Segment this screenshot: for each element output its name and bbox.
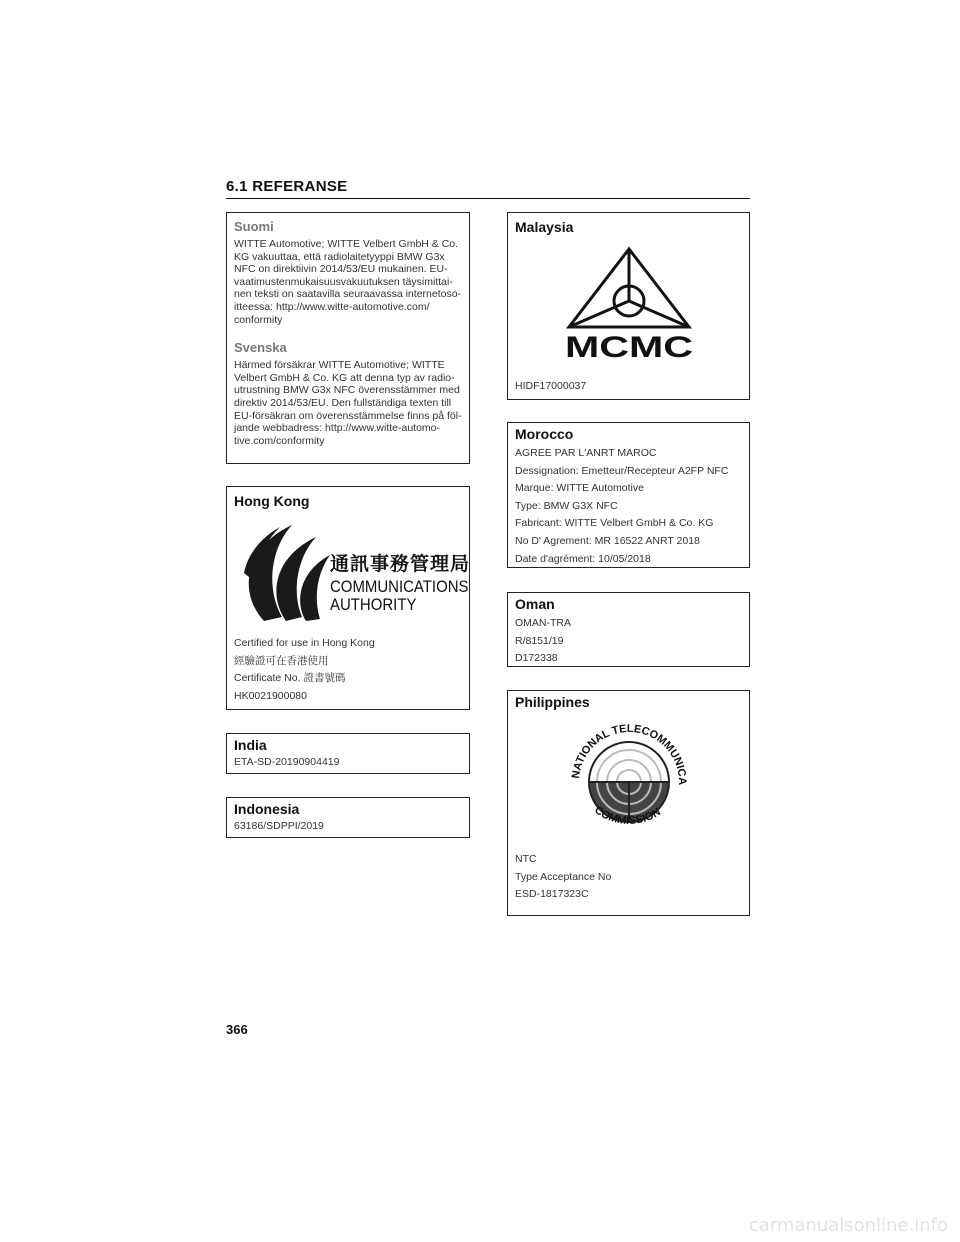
logo-english-line1: COMMUNICATIONS [330, 577, 469, 596]
svenska-line: EU-försäkran om överensstämmelse finns på föl- [234, 409, 462, 422]
suomi-line: nen teksti on saatavilla seuraavassa internetoso- [234, 288, 462, 301]
svenska-line: jande webbadress: http://www.witte-automo- [234, 422, 441, 435]
morocco-line: Date d'agrément: 10/05/2018 [515, 552, 651, 565]
ntc-seal [515, 714, 742, 849]
svenska-line: direktiv 2014/53/EU. Den fullständiga texten till [234, 396, 452, 409]
mcmc-logo-text: MCMC [564, 331, 693, 361]
mcmc-triangle-icon [559, 243, 699, 361]
heading-suomi: Suomi [234, 219, 274, 234]
heading-philippines: Philippines [515, 694, 590, 710]
morocco-line: No D' Agrement: MR 16522 ANRT 2018 [515, 534, 700, 547]
hk-line: HK0021900080 [234, 689, 307, 702]
heading-hong-kong: Hong Kong [234, 493, 310, 509]
box-hong-kong [226, 486, 470, 710]
box-malaysia [507, 212, 750, 400]
svenska-line: tive.com/conformity [234, 434, 325, 447]
malaysia-line: HIDF17000037 [515, 380, 587, 392]
box-india [226, 733, 470, 774]
header-rule [226, 198, 750, 199]
philippines-line: Type Acceptance No [515, 870, 612, 883]
oman-line: D172338 [515, 652, 558, 665]
morocco-line: Marque: WITTE Automotive [515, 482, 644, 495]
svenska-line: Velbert GmbH & Co. KG att denna typ av radio- [234, 371, 455, 384]
india-line: ETA-SD-20190904419 [234, 756, 340, 768]
suomi-line: itteessa: http://www.witte-automotive.com/ [234, 300, 430, 313]
ntc-seal-icon [559, 714, 699, 844]
morocco-line: Dessignation: Emetteur/Recepteur A2FP NFC [515, 464, 729, 477]
hk-line: Certified for use in Hong Kong [234, 637, 375, 649]
indonesia-line: 63186/SDPPI/2019 [234, 820, 324, 832]
heading-india: India [234, 737, 267, 753]
suomi-line: vaatimustenmukaisuusvakuutuksen täysimittai- [234, 275, 453, 288]
box-philippines [507, 690, 750, 916]
oman-line: OMAN-TRA [515, 617, 571, 629]
philippines-line: ESD-1817323C [515, 888, 589, 901]
morocco-line: Fabricant: WITTE Velbert GmbH & Co. KG [515, 517, 714, 530]
hk-line: 經驗證可在香港使用 [234, 654, 329, 667]
logo-english-line2: AUTHORITY [330, 595, 417, 614]
page-number: 366 [226, 1022, 248, 1037]
suomi-line: WITTE Automotive; WITTE Velbert GmbH & Co. [234, 238, 459, 250]
page-header [226, 178, 750, 199]
svenska-line: Härmed försäkrar WITTE Automotive; WITTE [234, 359, 445, 372]
heading-oman: Oman [515, 596, 555, 612]
morocco-line: AGREE PAR L'ANRT MAROC [515, 447, 657, 459]
section-title: 6.1 REFERANSE [226, 178, 348, 195]
box-suomi-svenska [226, 212, 470, 464]
heading-morocco: Morocco [515, 426, 574, 442]
hk-line: Certificate No. 證書號碼 [234, 672, 346, 685]
box-oman [507, 592, 750, 667]
philippines-line: NTC [515, 853, 537, 865]
svenska-text [234, 359, 462, 447]
suomi-line: KG vakuuttaa, että radiolaitetyyppi BMW G3x [234, 250, 445, 263]
box-morocco [507, 422, 750, 568]
suomi-line: conformity [234, 313, 283, 326]
logo-chinese-name: 通訊事務管理局 [330, 553, 471, 575]
ofca-logo [234, 513, 471, 625]
suomi-text [234, 238, 462, 326]
heading-indonesia: Indonesia [234, 801, 300, 817]
heading-malaysia: Malaysia [515, 219, 574, 235]
heading-svenska: Svenska [234, 340, 287, 356]
svg-text:NATIONAL TELECOMMUNICATIONS: NATIONAL TELECOMMUNICA [569, 722, 688, 785]
oman-line: R/8151/19 [515, 634, 564, 647]
mcmc-logo [515, 243, 742, 366]
suomi-line: NFC on direktiivin 2014/53/EU mukainen. EU- [234, 263, 448, 276]
box-indonesia [226, 797, 470, 838]
watermark: carmanualsonline.info [748, 1215, 948, 1236]
svenska-line: utrustning BMW G3x NFC överensstämmer med [234, 384, 460, 397]
morocco-line: Type: BMW G3X NFC [515, 499, 618, 512]
svg-text:COMMISSION: COMMISSION [591, 804, 663, 828]
